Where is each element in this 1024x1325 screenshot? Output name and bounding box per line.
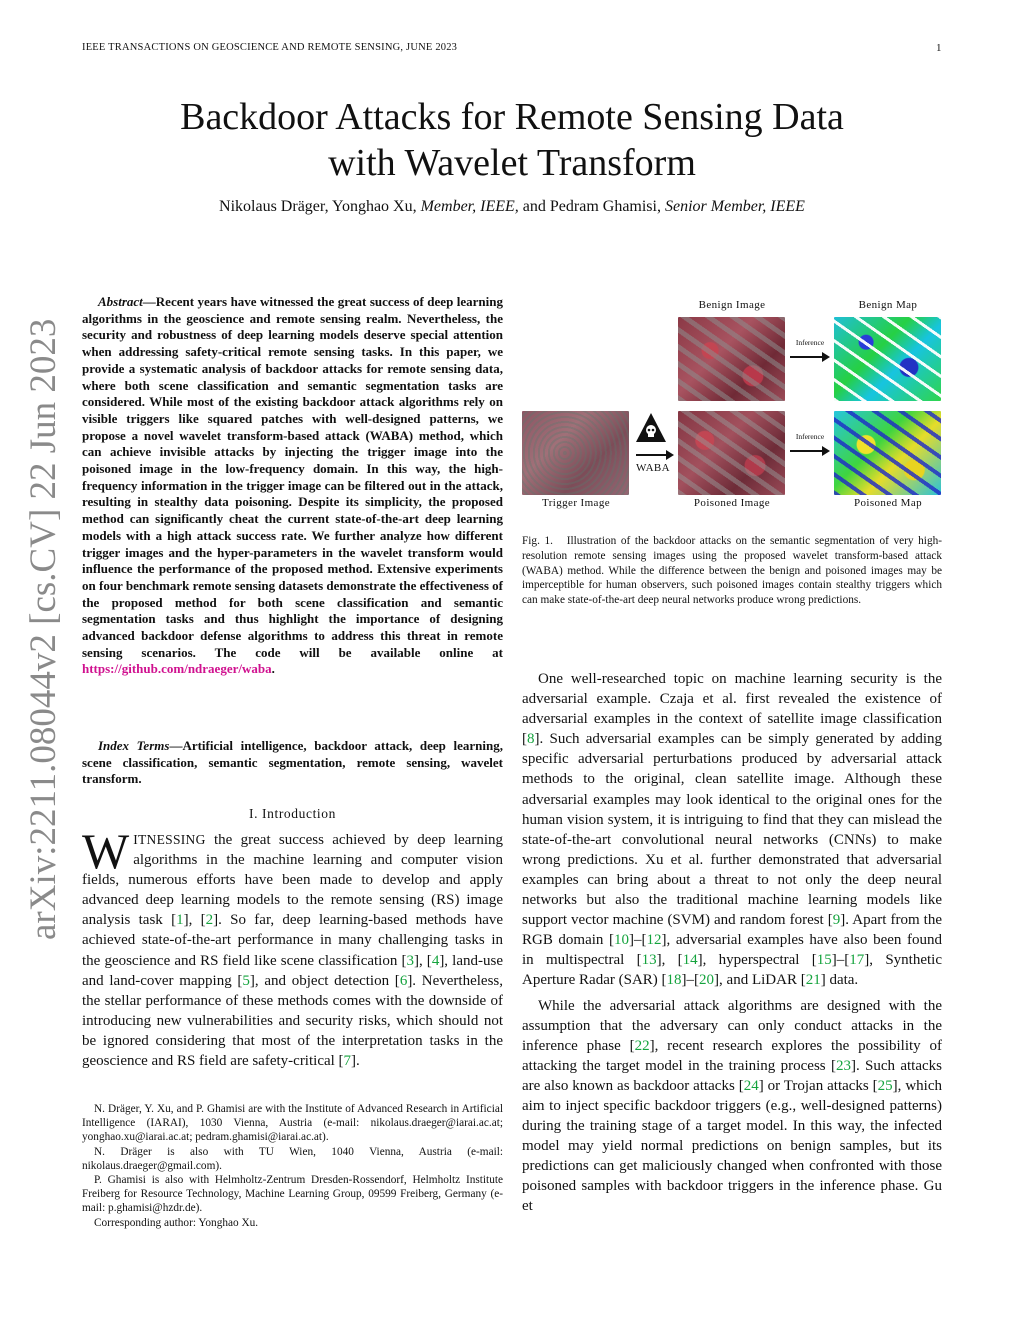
citation[interactable]: 15 (816, 952, 832, 969)
arxiv-stamp[interactable]: arXiv:2211.08044v2 [cs.CV] 22 Jun 2023 (23, 318, 64, 940)
citation[interactable]: 21 (805, 972, 821, 989)
intro-text: ]. (351, 1053, 360, 1070)
abstract-label: Abstract (98, 294, 143, 309)
citation[interactable]: 14 (682, 952, 698, 969)
citation[interactable]: 6 (399, 972, 408, 989)
poisoned-map (834, 411, 941, 495)
citation[interactable]: 25 (877, 1077, 893, 1094)
citation[interactable]: 10 (614, 932, 629, 949)
citation[interactable]: 4 (431, 952, 440, 969)
citation[interactable]: 8 (527, 731, 535, 748)
footnote-corresponding: Corresponding author: Yonghao Xu. (94, 1216, 259, 1229)
footnote-affiliation: N. Dräger, Y. Xu, and P. Ghamisi are with the Institute of Advanced Research in Artificial Intelligence (IARAI), 1030 Vienna, Austria (e-mail: nikolaus.draeger@iarai.ac.at; yonghao.xu@iarai.ac.at; pedram.ghamisi@iarai.ac.at). (82, 1103, 503, 1144)
citation[interactable]: 5 (242, 972, 250, 989)
intro-text: ], [ (183, 912, 206, 929)
label-inference-bottom: Inference (795, 432, 825, 441)
intro-text: ], and object detection [ (249, 972, 400, 989)
citation[interactable]: 13 (641, 952, 657, 969)
body-text: ]–[ (629, 932, 647, 949)
benign-map (834, 317, 941, 401)
abstract-end: . (271, 661, 275, 677)
citation[interactable]: 2 (205, 912, 214, 929)
paper-title (0, 94, 1024, 186)
label-waba: WABA (636, 462, 670, 474)
intro-text: ], [ (413, 952, 432, 969)
title-line-1: Backdoor Attacks for Remote Sensing Data (180, 96, 844, 138)
body-text: One well-researched topic on machine learning security is the adversarial example. Czaja et al. first revealed the existence of adversarial examples in the context of satellite image classification [ (522, 671, 942, 748)
index-terms-label: Index Terms (98, 738, 170, 753)
body-text: ], adversarial examples have also been found in multispectral [ (522, 932, 942, 969)
label-poisoned-map: Poisoned Map (853, 497, 923, 509)
paragraph-backdoor (522, 996, 942, 1217)
body-text: ], recent research explores the possibility of attacking the target model in the training process [ (522, 1037, 942, 1074)
abstract-text: —Recent years have witnessed the great success of deep learning algorithms in the geoscience and remote sensing realm. Nevertheless, the security and robustness of deep learning models deserve special attention when addressing safety-critical remote sensing tasks. In this paper, we provide a systematic analysis of backdoor attacks for remote sensing data, where both scene classification and semantic segmentation tasks are considered. While most of the existing backdoor attack algorithms rely on visible triggers like squared patches with well-designed patterns, we propose a novel wavelet transform-based attack (WABA) method, which can achieve invisible attacks by injecting the trigger image into the poisoned image in the low-frequency domain. In this way, the high-frequency information in the trigger image can be filtered out in the attack, resulting in stealthy data poisoning. Despite its simplicity, the proposed method can significantly cheat the current state-of-the-art deep learning models with a high attack success rate. We further analyze how different trigger images and the hyper-parameters in the wavelet transform would influence the performance of the proposed method. Extensive experiments on four benchmark remote sensing datasets demonstrate the effectiveness of the proposed method for both scene classification and semantic segmentation tasks and thus highlight the importance of designing advanced backdoor defense algorithms to address this threat in remote sensing scenarios. The code will be available online at (82, 294, 503, 660)
footnote-hzdr: P. Ghamisi is also with Helmholtz-Zentrum Dresden-Rossendorf, Helmholtz Institute Freiberg for Resource Technology, Machine Learning Group, 09599 Freiberg, Germany (e-mail: p.ghamisi@hzdr.de). (82, 1174, 503, 1215)
figure-caption (522, 534, 942, 608)
body-text: ], and LiDAR [ (714, 972, 806, 989)
citation[interactable]: 9 (832, 912, 841, 929)
label-benign-image: Benign Image (698, 299, 766, 311)
arrow-right-icon (788, 350, 832, 364)
trigger-image (522, 411, 629, 495)
citation[interactable]: 3 (406, 952, 414, 969)
body-text: ], which aim to inject specific backdoor triggers (e.g., well-designed patterns) during the training stage of a target model. In this way, the infected model may yield normal predictions on benign samples, but its predictions can get maliciously changed when confronted with those poisoned samples with backdoor triggers in the inference phase. Gu et (522, 1077, 942, 1215)
citation[interactable]: 22 (634, 1037, 650, 1054)
arrow-right-icon (788, 444, 832, 458)
index-terms-text: —Artificial intelligence, backdoor attack, deep learning, scene classification, semantic segmentation, remote sensing, wavelet transform. (82, 738, 504, 787)
page-number: 1 (936, 42, 942, 54)
footnote-tuwien: N. Dräger is also with TU Wien, 1040 Vienna, Austria (e-mail: nikolaus.draeger@gmail.com). (82, 1145, 503, 1172)
body-text: ] data. (820, 972, 859, 989)
arrow-right-icon (634, 448, 676, 462)
label-inference-top: Inference (795, 338, 825, 347)
citation[interactable]: 24 (743, 1077, 759, 1094)
citation[interactable]: 1 (176, 912, 184, 929)
running-header: IEEE TRANSACTIONS ON GEOSCIENCE AND REMOTE SENSING, JUNE 2023 (82, 42, 458, 53)
intro-text: ], land-use and land-cover mapping [ (82, 952, 503, 989)
skull-warning-icon (634, 411, 668, 445)
title-line-2: with Wavelet Transform (328, 142, 696, 184)
citation[interactable]: 18 (666, 972, 682, 989)
benign-image (678, 317, 785, 401)
code-link[interactable]: https://github.com/ndraeger/waba (82, 661, 272, 677)
body-text: ], [ (656, 952, 683, 969)
author-list (0, 198, 1024, 216)
intro-paragraph (82, 823, 504, 1071)
section-heading: I. Introduction (249, 806, 336, 821)
author-1: Nikolaus Dräger, Yonghao Xu, (219, 198, 421, 215)
citation[interactable]: 7 (343, 1053, 352, 1070)
body-text: ]. Such attacks are also known as backdoor attacks [ (522, 1057, 943, 1094)
label-trigger-image: Trigger Image (541, 497, 611, 509)
intro-text: ]. Nevertheless, the stellar performance of these methods comes with the downside of introducing new vulnerabilities and security risks, which should not be ignored considering that most of the interpretation tasks in the geoscience and RS field are safety-critical [ (82, 972, 503, 1070)
body-text: ]–[ (681, 972, 700, 989)
footnotes (82, 1102, 503, 1230)
poisoned-image (678, 411, 785, 495)
citation[interactable]: 20 (699, 972, 715, 989)
paragraph-adversarial (522, 669, 942, 991)
abstract (82, 294, 503, 678)
body-text: ]. Such adversarial examples can be simply generated by adding specific adversarial perturbations produced by adversarial attack methods to the original, clean satellite image. Although these adversarial examples may look identical to the original ones for the human vision system, it is intriguing to find that they can mislead the state-of-the-art convolutional neural networks (CNNs) to make wrong predictions. Xu et al. further demonstrated that adversarial examples can bring about a threat to not only the deep neural networks but also the traditional machine learning models like support vector machine (SVM) and random forest [ (522, 731, 942, 929)
body-text: ]. Apart from the RGB domain [ (522, 912, 942, 949)
citation[interactable]: 23 (835, 1057, 851, 1074)
author-2-role: Senior Member, IEEE (664, 198, 805, 215)
intro-text: ]. So far, deep learning-based methods have achieved state-of-the-art performance in many challenging tasks in the geoscience and RS field like scene classification [ (82, 912, 504, 969)
body-text: ], Synthetic Aperture Radar (SAR) [ (522, 952, 942, 989)
caption-label: Fig. 1. (522, 535, 553, 547)
body-text: ]–[ (831, 952, 850, 969)
body-text: While the adversarial attack algorithms are designed with the assumption that the adversary can only conduct attacks in the inference phase [ (522, 997, 942, 1054)
author-1-role: Member, IEEE, (420, 198, 519, 215)
drop-cap: W (82, 823, 130, 879)
author-2: and Pedram Ghamisi, (518, 198, 665, 215)
citation[interactable]: 12 (646, 932, 662, 949)
intro-caps: ITNESSING (133, 832, 206, 847)
label-poisoned-image: Poisoned Image (693, 497, 771, 509)
citation[interactable]: 17 (849, 952, 865, 969)
body-text: ], hyperspectral [ (697, 952, 817, 969)
label-benign-map: Benign Map (858, 299, 918, 311)
right-column-body (522, 669, 942, 1217)
index-terms (82, 738, 503, 788)
caption-text: Illustration of the backdoor attacks on the semantic segmentation of very high-resolution remote sensing images using the proposed wavelet transform-based attack (WABA) method. While the difference between the benign and poisoned images may be imperceptible for human observers, such poisoned images contain stealthy triggers which can make state-of-the-art deep neural networks produce wrong predictions. (522, 535, 942, 607)
body-text: ] or Trojan attacks [ (758, 1077, 878, 1094)
intro-text: the great success achieved by deep learning algorithms in the machine learning and computer vision fields, numerous efforts have been made to develop and apply advanced deep learning models to the remote sensing (RS) image analysis task [ (82, 832, 503, 929)
